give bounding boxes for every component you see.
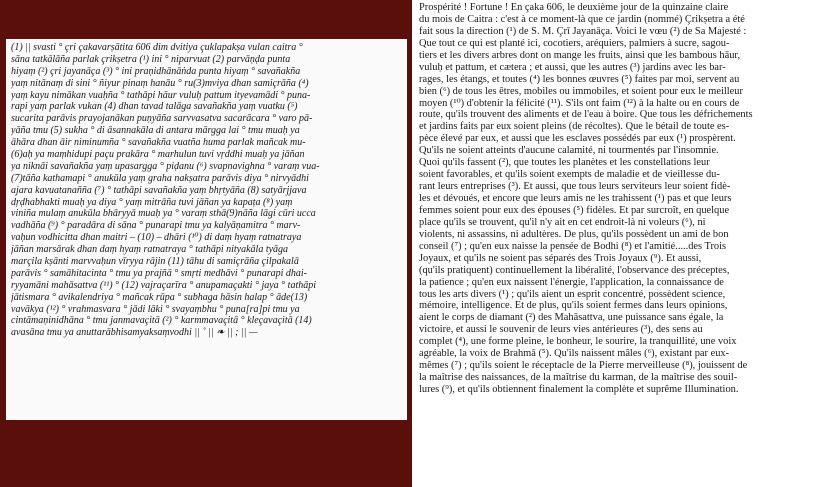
french-translation-page [412,0,827,487]
text-line: Prospérité ! Fortune ! En çaka 606, le deuxième jour de la quinzaine claire [419,2,729,13]
translation-text [419,2,822,396]
inscription-transliteration-page [6,39,407,420]
text-line: (7)tāña kathamapi ° anukūla yaṃ graha nakṣatra parāvis diya ° nirvyādhi [11,172,309,184]
transliteration-text [11,42,406,339]
text-line: ryyamāni mahāsattva (¹¹) ° (12) vajraçarīra ° anupamaçakti ° jaya ° tathāpi [11,279,317,291]
text-line: la patience ; qu'en eux naissent l'énergie, l'application, la connaissance de [419,276,724,288]
text-line: violents, ni assassins, ni adultères. De plus, qu'ils possèdent un ami de bon [419,228,729,240]
text-line: vuluḥ et pattum, et cætera ; et aussi, que les autres (³) jardins avec les bar- [419,61,726,73]
text-line: moyen (¹⁰) d'obtenir la félicité (¹¹). S'ils ont faim (¹²) à la halte ou en cours de [419,97,740,109]
text-line: et jardins faits par eux soient pleins (de récoltes). Que le bétail de toute es- [419,121,730,133]
text-line: tiers et les divers arbres dont on mange les fruits, ainsi que les bambous hāur, [419,49,741,61]
text-line: aient le corps de diamant (²) des Mahāsattva, une puissance sans égale, la [419,312,724,324]
text-line: yaṃ nitānaṃ di sini ° ñiyur pinaṃ hanāu ° ru(3)mviya dhan samiçrāña (⁴) [11,77,309,89]
text-line: parāvis ° samāhitacinta ° tmu ya prajñā ° smṛti medhāvi ° punarapi dhai- [11,267,307,279]
text-line: tous les arts divers (¹) ; qu'ils aient un esprit concentré, possèdent science, [419,288,726,300]
text-line: fait sous la direction (¹) de S. M. Çrī Jayanāça. Voici le vœu (²) de Sa Majesté : [419,25,747,37]
text-line: mêmes (⁷) ; qu'ils soient le réceptacle de la Pierre merveilleuse (⁸), jouissent de [419,360,748,372]
text-line: pèce élevé par eux, et aussi que les esclaves possédés par eux (¹) prospèrent. [419,133,736,145]
text-line: (1) || svasti ° çri çakavarṣātita 606 dim dvitiya çuklapakṣa vulan caitra ° [11,42,303,53]
text-line: rages, les étangs, et toutes (⁴) les bonnes œuvres (⁵) faites par moi, servent au [419,73,740,85]
text-line: route, qu'ils trouvent des aliments et de l'eau à boire. Que tous les défrichements [419,109,753,121]
text-line: ajara kavuatanañña (⁷) ° tathāpi savañakña yaṃ bhṛtyāña (8) satyārjjava [11,184,307,196]
text-line: yaṃ kayu nimākan vuaḥña ° tathāpi hāur vuluḥ pattum ityevamādi ° puna- [11,89,311,101]
text-line: vaḥun vodhicitta dhan maitri – (10) – dhāri (¹⁰) di daṃ hyaṃ ratnatraya [11,232,302,244]
text-line: (6)aḥ ya maṃhidupi paçu prakāra ° marhulun tuvi vṛddhi muaḥ ya jāñan [11,149,305,161]
text-line: jātismara ° avikalendriya ° mañcak rūpa ° subhaga hāsin halap ° āde(13) [11,291,308,303]
text-line: ya niknāi savañakña yaṃ upasargga ° piḍanu (⁶) svapnavighna ° varaṃ vua- [11,160,320,172]
text-line: les et dévoués, et encore que leurs amis ne les trahissent (¹) pas et que leurs [419,193,732,204]
text-line: vadhāña (⁹) ° paradāra di sāna ° punarapi tmu ya kalyāṇamitra ° marv- [11,220,301,232]
text-line: āhāra dhan āir niminumña ° savañakña vuatña huma parlak mañcak mu- [11,137,306,149]
text-line: lures (⁹), et qu'ils obtiennent finalement la complète et suprême Illumination. [419,384,739,395]
text-line: avasāna tmu ya anuttarābhisamyaksaṃvodhi || ˚ || ❧ || ; || — [11,327,258,339]
text-line: marçila kṣānti marvvaḥun vīryya rājin (11) tāhu di samiçrāña çilpakalā [11,256,299,268]
text-line: Que tout ce qui est planté ici, cocotiers, aréquiers, palmiers à sucre, sagou- [419,37,730,49]
text-line: vavākya (¹²) ° vrahmasvara ° jādi lāki ° svayaṃbhu ° puna[ra]pi tmu ya [11,303,300,315]
text-line: sucarita parāvis prayojanākan puṇyāña sarvvasatva sacarācara ° varo pā- [11,113,313,125]
text-line: Quoi qu'ils fassent (²), que toutes les planètes et les constellations leur [419,157,710,169]
text-line: du mois de Caitra : c'est à ce moment-là que ce jardin (nommé) Çrikṣetra a été [419,13,745,25]
text-line: conseil (⁷) ; qu'en eux naisse la pensée de Bodhi (⁸) et l'amitié.....des Trois [419,240,727,252]
text-line: jāñan marsārak dhan daṃ hyaṃ ratnatraya ° tathāpi nityakāla tyāga [11,244,289,256]
text-line: Joyaux, et qu'ils ne soient pas séparés des Trois Joyaux (⁹). Et aussi, [419,252,702,264]
text-line: Qu'ils ne soient atteints d'aucune calamité, ni tourmentés par l'insomnie. [419,145,719,157]
text-line: yāña tmu (5) sukha ° di āsannakāla di antara mārgga lai ° tmu muaḥ ya [11,125,300,137]
text-line: hiyaṃ (²) çri jayanāça (³) ° ini praṇidhānāṅda punta hiyaṃ ° savañakña [11,65,301,77]
text-line: (qu'ils pratiquent) continuellement la libéralité, l'observance des préceptes, [419,264,730,276]
text-line: la maîtrise des naissances, de la maîtrise du karman, de la maîtrise des souil- [419,372,738,384]
text-line: cintāmaṇinidhāna ° tmu janmavaçitā (²) ° karmmavaçitā ° kleçavaçitā (14) [11,315,312,327]
text-line: victoire, et aussi le souvenir de leurs vies antérieures (³), des sens au [419,324,703,336]
text-line: femmes soient pour eux des épouses (⁵) fidèles. Et par surcroît, en quelque [419,204,730,216]
text-line: place qu'ils se trouvent, qu'il n'y ait en cet endroit-là ni voleurs (⁶), ni [419,216,706,228]
text-line: bien (⁶) de tous les êtres, mobiles ou immobiles, et soient pour eux le meilleur [419,85,743,97]
text-line: agréable, la voix de Brahmā (⁵). Qu'ils naissent mâles (⁶), existant par eux- [419,348,730,360]
text-line: rapi yaṃ parlak vukan (4) dhan tavad talāga savañakña yaṃ vuatku (⁵) [11,101,298,113]
text-line: sāna tatkālāña parlak çrikṣetra (¹) ini ° niparvuat (2) parvāṇḍa punta [11,53,291,65]
text-line: complet (⁴), une forme pleine, le bonheur, le sourire, la tranquillité, une voix [419,336,737,348]
text-line: soient favorables, et qu'ils soient exempts de maladie et de vieillesse du- [419,169,720,181]
text-line: dṛḍhabhakti muaḥ ya diya ° yaṃ mitrāña tuvi jāñan ya kapaṭa (⁸) yaṃ [11,196,293,208]
text-line: viniña mulaṃ anukūla bhāryyā muaḥ ya ° varaṃ sthā(9)nāña lāgi cūri ucca [11,208,316,220]
text-line: mémoire, intelligence. Et de plus, qu'ils soient fermes dans leurs opinions, [419,300,728,312]
text-line: rant leurs entreprises (³). Et aussi, que tous leurs serviteurs leur soient fidè- [419,181,731,193]
